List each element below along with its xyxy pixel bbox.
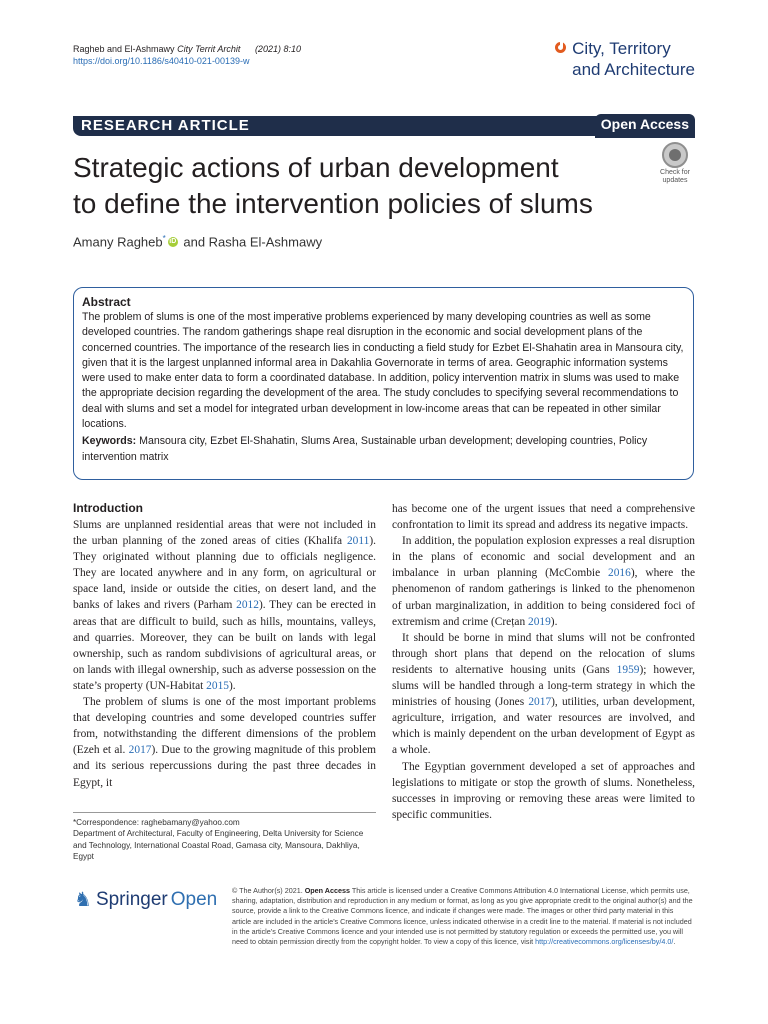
springer-horse-icon: ♞ (74, 889, 92, 911)
citation-volume: (2021) 8:10 (254, 44, 301, 54)
springer-open-logo[interactable] (74, 889, 217, 911)
abstract-text: The problem of slums is one of the most imperative problems experienced by many developing countries as well as some developed countries. The random gatherings shape real disruption in the economic and social development plans of the concerned countries. The importance of the research lies in conducting a field study for Ezbet El-Shahatin area in Mansoura city, given that it is the largest unplanned informal area in Dakahlia Governorate in terms of area. Geographic information systems were used to make enter data to form a coordinated database. In addition, policy intervention matrix in slums was used to make the appropriate decision regarding the development of the area. The study concludes to specifying several recommendations to deal with slums and set a model for integrated urban development in low-income areas that can be repeated in other similar locations. (82, 311, 684, 431)
citation-line (73, 43, 301, 55)
citation-link[interactable]: 2019 (528, 615, 551, 628)
journal-name-line2: and Architecture (572, 60, 695, 79)
keywords-list: Mansoura city, Ezbet El-Shahatin, Slums Area, Sustainable urban development; developing countries, Policy intervention matrix (82, 435, 648, 463)
citation-authors: Ragheb and El-Ashmawy (73, 44, 175, 54)
paragraph-text: has become one of the urgent issues that need a comprehensive confrontation to limit its spread and address its negative impacts. (392, 503, 695, 532)
paragraph-text: In addition, the population explosion expresses a real disruption in the plans of economic and social development and an imbalance in urban planning (McCombie (392, 535, 695, 580)
author-list (73, 231, 322, 250)
paragraph-1 (73, 517, 376, 694)
author-rest[interactable]: and Rasha El-Ashmawy (179, 234, 323, 250)
check-for-updates-button[interactable] (655, 142, 695, 184)
citation-link[interactable]: 2017 (528, 696, 552, 709)
citation-link[interactable]: 2017 (128, 744, 152, 757)
license-link[interactable]: http://creativecommons.org/licenses/by/4.0/ (535, 937, 674, 947)
abstract-heading: Abstract (82, 295, 131, 309)
keywords-label: Keywords: (82, 435, 137, 448)
paragraph-text: The problem of slums is one of the most important problems that developing countries and some developed countries suffer from, notwithstanding the different dimensions of the problem (Ezeh et al. (73, 696, 376, 757)
citation-link[interactable]: 1959 (616, 663, 640, 676)
doi-link[interactable]: https://doi.org/10.1186/s40410-021-00139-w (73, 56, 250, 66)
orcid-icon[interactable]: iD (169, 237, 177, 245)
paragraph-3 (392, 533, 695, 630)
paragraph-text: ). (228, 679, 236, 692)
publisher-name: Springer (95, 889, 168, 910)
body-column-left (73, 500, 376, 791)
body-column-right (392, 501, 695, 823)
license-body: This article is licensed under a Creative Commons Attribution 4.0 International License, which permits use, sharing, adaptation, distribution and reproduction in any medium or format, as long as you give appropriate credit to the original author(s) and the source, provide a link to the Creative Commons licence, and indicate if changes were made. The images or other third party material in this article are included in the article’s Creative Commons licence, unless indicated otherwise in a credit line to the material. If material is not included in the article’s Creative Commons licence and your intended use is not permitted by statutory regulation or exceeds the permitted use, you will need to obtain permission directly from the copyright holder. To view a copy of this licence, visit (232, 886, 693, 947)
paragraph-2-continued (392, 501, 695, 533)
correspondence-note (73, 812, 376, 862)
paragraph-text: It should be borne in mind that slums will not be confronted through short plans that depend on the relocation of slums residents to alternative housing units (Gans (392, 631, 695, 676)
paragraph-text: Slums are unplanned residential areas that were not included in the urban planning of the zoned areas of cities (Khalifa (73, 519, 376, 548)
paragraph-text: ). They can be erected in areas that are difficult to build, such as hills, mountains, valleys, and quarries. Moreover, they can be built on lands with legal ownership, such as random subdivisions of agricultural areas, or on lands with illegal ownership, such as adverse possession on the state’s property (UN-Habitat (73, 599, 376, 692)
keywords (82, 434, 685, 465)
check-updates-line1: Check for (660, 169, 690, 176)
journal-logo-icon (555, 42, 566, 53)
author-first[interactable]: Amany Ragheb (73, 234, 163, 250)
paragraph-text: ), utilities, urban development, agriculture, irrigation, and water resources are involved, and which is mainly dependent on the urban development of Egypt as a whole. (392, 696, 695, 757)
citation-header (73, 43, 301, 67)
check-updates-icon (662, 142, 688, 168)
introduction-heading: Introduction (73, 501, 143, 515)
citation-link[interactable]: 2015 (206, 679, 229, 692)
paragraph-text: ), where the phenomenon of random gatherings is linked to the phenomenon of urban marginalization, in addition to being considered foci of extremism and crime (Crețan (392, 567, 696, 628)
citation-link[interactable]: 2011 (346, 535, 370, 548)
journal-name-line1: City, Territory (572, 39, 671, 58)
license-end: . (673, 937, 676, 947)
license-copyright: © The Author(s) 2021. (232, 886, 305, 895)
article-type-label: RESEARCH ARTICLE (81, 117, 250, 134)
corresponding-marker: * (162, 234, 166, 243)
abstract-box (73, 287, 694, 480)
citation-link[interactable]: 2012 (236, 599, 259, 612)
correspondence-email[interactable]: *Correspondence: raghebamany@yahoo.com (73, 818, 240, 827)
license-text (232, 886, 694, 947)
license-open-access: Open Access (304, 886, 350, 895)
title-line-1: Strategic actions of urban development (73, 152, 559, 183)
title-line-2: to define the intervention policies of slums (73, 188, 593, 219)
publisher-open: Open (170, 889, 218, 910)
paragraph-4 (392, 630, 695, 759)
paragraph-text: ). Due to the growing magnitude of this problem and its serious repercussions during the past three decades in Egypt, it (73, 744, 376, 789)
paragraph-5: The Egyptian government developed a set of approaches and legislations to mitigate or stop the growth of slums. Nonetheless, successes in improving or removing these areas were limited to specific communities. (392, 760, 695, 821)
citation-journal: City Territ Archit (177, 44, 241, 54)
paragraph-2 (73, 694, 376, 791)
open-access-badge: Open Access (595, 114, 695, 138)
paragraph-text: ); however, slums will be handled through a long-term strategy in which the ministries of housing (Jones (392, 663, 695, 709)
article-title (73, 150, 633, 222)
check-updates-line2: updates (662, 177, 688, 184)
paragraph-text: ). They originated without planning due to officials negligence. They are located anywhere and in any form, on agricultural or space land, inside or outside the cities, on desert land, and the banks of lakes and rivers (Parham (73, 535, 376, 612)
citation-link[interactable]: 2016 (608, 567, 631, 580)
paragraph-text: ). (550, 615, 558, 628)
correspondence-affiliation: Department of Architectural, Faculty of Engineering, Delta University for Science and Technology, International Coastal Road, Gamasa city, Mansoura, Dakhliya, Egypt (73, 829, 364, 861)
journal-logo[interactable] (555, 38, 695, 80)
